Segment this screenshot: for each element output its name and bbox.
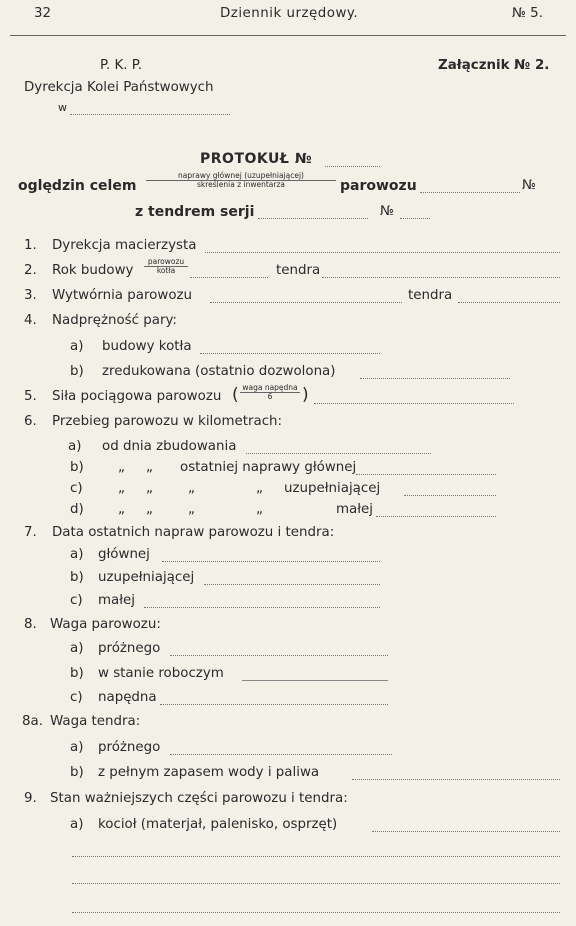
item-2-frac-bottom: kotła <box>144 266 188 275</box>
item-5-paren-open: ( <box>232 385 239 405</box>
number-sign: № <box>522 178 536 193</box>
item-9-label: Stan ważniejszych części parowozu i tendra: <box>50 791 348 806</box>
item-6c-ditto-3: „ <box>188 481 195 496</box>
item-8a-letter: a) <box>70 641 84 656</box>
item-6a-label: od dnia zbudowania <box>102 439 237 454</box>
item-3-tender-field[interactable] <box>458 302 560 303</box>
item-7a-letter: a) <box>70 547 84 562</box>
item-2-label: Rok budowy <box>52 263 134 278</box>
item-2-tender-field[interactable] <box>322 277 560 278</box>
item-6d-ditto-4: „ <box>256 502 263 517</box>
directorate-label: Dyrekcja Kolei Państwowych <box>24 80 214 95</box>
org-name: P. K. P. <box>100 58 143 73</box>
item-3-num: 3. <box>24 288 37 303</box>
item-4b-letter: b) <box>70 364 84 379</box>
item-4a-field[interactable] <box>200 353 380 354</box>
item-1-field[interactable] <box>205 252 560 253</box>
item-9a-field-line-3[interactable] <box>72 883 560 884</box>
tender-series-label: z tendrem serji <box>135 204 255 220</box>
item-7b-letter: b) <box>70 570 84 585</box>
item-3-field[interactable] <box>210 302 402 303</box>
item-4-label: Nadprężność pary: <box>52 313 177 328</box>
item-5-paren-close: ) <box>302 385 309 405</box>
item-3-label: Wytwórnia parowozu <box>52 288 193 303</box>
journal-title: Dziennik urzędowy. <box>220 6 359 21</box>
item-7c-letter: c) <box>70 593 83 608</box>
item-5-field[interactable] <box>314 403 514 404</box>
item-7-num: 7. <box>24 525 37 540</box>
item-9a-field-line-4[interactable] <box>72 912 560 913</box>
item-6c-field[interactable] <box>404 495 496 496</box>
inspection-label: oględzin celem <box>18 178 137 194</box>
purpose-top: naprawy głównej (uzupełniającej) <box>178 171 304 180</box>
item-8b-letter: b) <box>70 666 84 681</box>
item-6d-ditto-3: „ <box>188 502 195 517</box>
item-6b-letter: b) <box>70 460 84 475</box>
item-2-frac-top: parowozu <box>147 257 185 266</box>
item-6b-field[interactable] <box>356 474 496 475</box>
w-field[interactable] <box>70 114 230 115</box>
page-number: 32 <box>34 6 52 21</box>
item-7a-field[interactable] <box>162 561 380 562</box>
item-6b-label: ostatniej naprawy głównej <box>180 460 357 475</box>
item-6c-letter: c) <box>70 481 83 496</box>
item-8a-tender-b-letter: b) <box>70 765 84 780</box>
item-3-tail: tendra <box>408 288 453 303</box>
item-6b-ditto-1: „ <box>118 460 125 475</box>
item-8c-letter: c) <box>70 690 83 705</box>
item-4b-field[interactable] <box>360 378 510 379</box>
item-8-num: 8. <box>24 617 37 632</box>
annex-label: Załącznik № 2. <box>438 58 550 73</box>
item-8a-tender-label: Waga tendra: <box>50 714 141 729</box>
item-2-num: 2. <box>24 263 37 278</box>
item-2-tail: tendra <box>276 263 321 278</box>
purpose-fraction <box>146 172 336 189</box>
item-6d-letter: d) <box>70 502 84 517</box>
item-8a-tender-a-label: próżnego <box>98 740 161 755</box>
item-4b-label: zredukowana (ostatnio dozwolona) <box>102 364 336 379</box>
protocol-number-field[interactable] <box>325 166 380 167</box>
item-4a-label: budowy kotła <box>102 339 192 354</box>
item-6d-ditto-2: „ <box>146 502 153 517</box>
item-7b-field[interactable] <box>204 584 380 585</box>
item-8-label: Waga parowozu: <box>50 617 161 632</box>
item-6d-ditto-1: „ <box>118 502 125 517</box>
locomotive-label: parowozu <box>340 178 417 194</box>
item-6d-label: małej <box>336 502 374 517</box>
item-6c-ditto-2: „ <box>146 481 153 496</box>
number-sign2: № <box>380 204 394 219</box>
item-1-label: Dyrekcja macierzysta <box>52 238 197 253</box>
item-7-label: Data ostatnich napraw parowozu i tendra: <box>52 525 335 540</box>
item-5-num: 5. <box>24 389 37 404</box>
w-label: w <box>58 101 67 114</box>
item-6c-ditto-4: „ <box>256 481 263 496</box>
item-8b-label: w stanie roboczym <box>98 666 224 681</box>
item-6-label: Przebieg parowozu w kilometrach: <box>52 414 283 429</box>
item-9a-field[interactable] <box>372 831 560 832</box>
item-6d-field[interactable] <box>376 516 496 517</box>
item-6-num: 6. <box>24 414 37 429</box>
item-8a-tender-a-letter: a) <box>70 740 84 755</box>
item-5-fraction <box>240 384 300 401</box>
protocol-title: PROTOKUŁ № <box>200 151 313 167</box>
item-6a-letter: a) <box>68 439 82 454</box>
tender-number-field[interactable] <box>400 218 430 219</box>
item-7c-label: małej <box>98 593 136 608</box>
locomotive-field[interactable] <box>420 192 520 193</box>
item-8a-field[interactable] <box>170 655 388 656</box>
tender-series-field[interactable] <box>258 218 368 219</box>
item-8a-tender-num: 8a. <box>22 714 43 729</box>
item-2-fraction <box>144 258 188 275</box>
item-8b-field[interactable] <box>242 680 388 681</box>
item-8a-label: próżnego <box>98 641 161 656</box>
issue-number: № 5. <box>512 6 543 21</box>
item-8c-label: napędna <box>98 690 157 705</box>
item-9a-label: kocioł (materjał, palenisko, osprzęt) <box>98 817 338 832</box>
purpose-bottom: skreślenia z inwentarza <box>146 180 336 189</box>
item-2-field[interactable] <box>190 277 268 278</box>
item-6a-field[interactable] <box>246 453 431 454</box>
item-7a-label: głównej <box>98 547 150 562</box>
item-8a-tender-b-field[interactable] <box>352 779 560 780</box>
item-6c-label: uzupełniającej <box>284 481 381 496</box>
item-6c-ditto-1: „ <box>118 481 125 496</box>
item-8a-tender-b-label: z pełnym zapasem wody i paliwa <box>98 765 320 780</box>
item-1-num: 1. <box>24 238 37 253</box>
item-5-frac-top: waga napędna <box>242 383 298 392</box>
item-9-num: 9. <box>24 791 37 806</box>
item-6b-ditto-2: „ <box>146 460 153 475</box>
item-9a-field-line-2[interactable] <box>72 856 560 857</box>
item-5-label: Siła pociągowa parowozu <box>52 389 222 404</box>
item-7c-field[interactable] <box>144 607 380 608</box>
item-9a-letter: a) <box>70 817 84 832</box>
header-rule <box>10 35 566 36</box>
item-4-num: 4. <box>24 313 37 328</box>
item-5-frac-bottom: 6 <box>240 392 300 401</box>
item-8a-tender-a-field[interactable] <box>170 754 392 755</box>
item-7b-label: uzupełniającej <box>98 570 195 585</box>
item-4a-letter: a) <box>70 339 84 354</box>
item-8c-field[interactable] <box>160 704 388 705</box>
